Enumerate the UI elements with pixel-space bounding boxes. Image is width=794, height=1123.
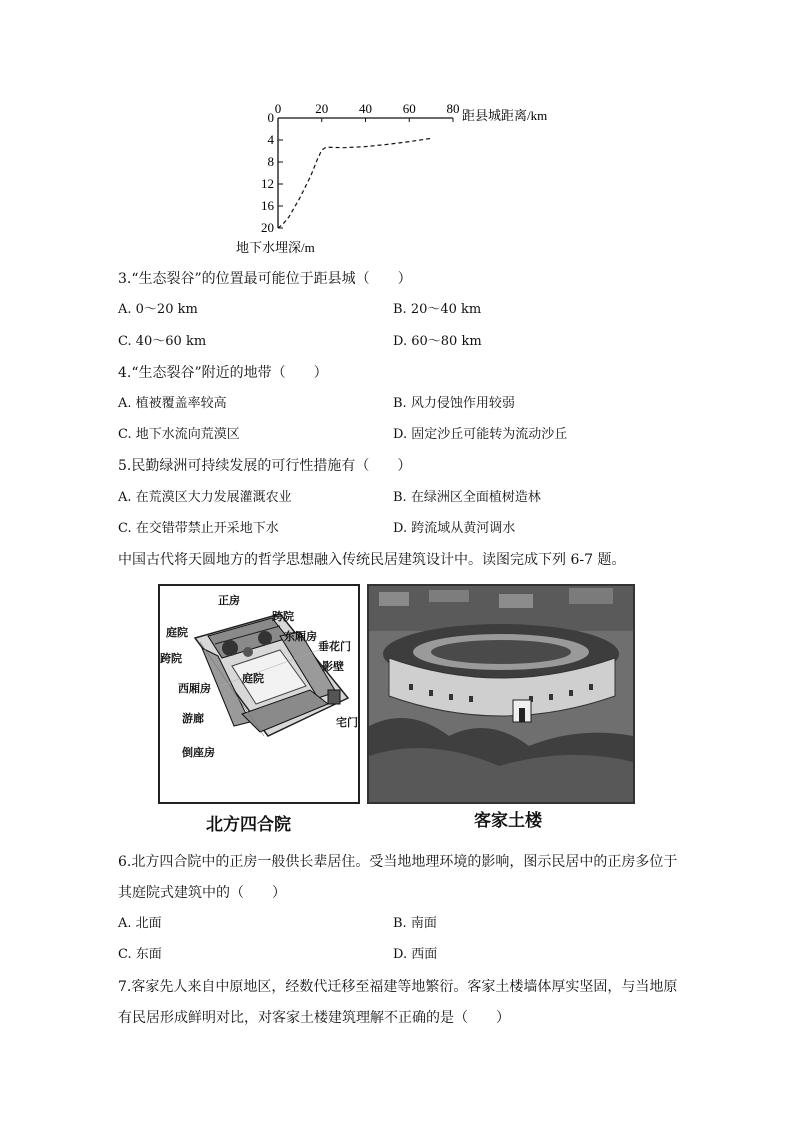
label-kuayuan-2: 跨院 [160, 652, 182, 665]
x-tick-label: 0 [274, 101, 282, 116]
y-tick-label: 8 [267, 154, 274, 169]
question-3-option-a: A. 0～20 km [118, 302, 198, 317]
y-tick-label: 12 [261, 176, 274, 191]
question-5-stem: 5.民勤绿洲可持续发展的可行性措施有（ ） [118, 458, 412, 474]
tulou-caption: 客家土楼 [474, 811, 542, 831]
label-zhaimen: 宅门 [336, 716, 358, 729]
question-4-option-d: D. 固定沙丘可能转为流动沙丘 [393, 427, 568, 442]
question-6-option-a: A. 北面 [118, 916, 162, 931]
question-5-option-c: C. 在交错带禁止开采地下水 [118, 521, 279, 536]
x-tick-label: 40 [359, 101, 372, 116]
question-5-option-a: A. 在荒漠区大力发展灌溉农业 [118, 490, 292, 505]
x-axis-title: 距县城距离/km [462, 108, 548, 123]
label-yingbi: 影壁 [322, 660, 344, 673]
y-tick-label: 20 [261, 220, 274, 235]
question-7-stem-line1: 7.客家先人来自中原地区，经数代迁移至福建等地繁衍。客家土楼墙体厚实坚固，与当地原 [118, 979, 678, 995]
question-3-option-b: B. 20～40 km [393, 302, 482, 317]
section-intro: 中国古代将天圆地方的哲学思想融入传统民居建筑设计中。读图完成下列 6-7 题。 [118, 552, 626, 568]
question-6-stem-line2: 其庭院式建筑中的（ ） [118, 885, 286, 901]
label-xixiangfang: 西厢房 [178, 682, 211, 695]
label-chuihuamen: 垂花门 [318, 640, 351, 653]
tulou-photo [369, 586, 633, 802]
question-6-option-d: D. 西面 [393, 947, 438, 962]
x-tick-label: 20 [315, 101, 329, 116]
question-4-stem: 4.“生态裂谷”附近的地带（ ） [118, 365, 328, 381]
x-tick-label: 80 [446, 101, 460, 116]
x-tick-label: 60 [402, 101, 416, 116]
question-6-option-b: B. 南面 [393, 916, 437, 931]
groundwater-depth-line [278, 138, 431, 228]
question-4-option-b: B. 风力侵蚀作用较弱 [393, 396, 515, 411]
label-tingyuan-1: 庭院 [166, 626, 188, 639]
label-dongxiangfang: 东厢房 [284, 630, 317, 643]
question-6-option-c: C. 东面 [118, 947, 162, 962]
label-tingyuan-2: 庭院 [242, 672, 264, 685]
y-tick-label: 0 [267, 110, 274, 125]
question-5-option-b: B. 在绿洲区全面植树造林 [393, 490, 541, 505]
label-zhengfang: 正房 [218, 594, 240, 607]
question-7-stem-line2: 有民居形成鲜明对比，对客家土楼建筑理解不正确的是（ ） [118, 1010, 510, 1026]
siheyuan-caption: 北方四合院 [206, 815, 291, 835]
question-5-option-d: D. 跨流域从黄河调水 [393, 521, 516, 536]
label-daozuofang: 倒座房 [182, 746, 215, 759]
tulou-figure [367, 584, 635, 804]
groundwater-depth-chart [228, 96, 573, 258]
question-3-option-d: D. 60～80 km [393, 334, 482, 349]
question-4-option-a: A. 植被覆盖率较高 [118, 396, 227, 411]
label-kuayuan-1: 跨院 [272, 610, 294, 623]
y-tick-label: 4 [267, 132, 274, 147]
question-3-option-c: C. 40～60 km [118, 334, 207, 349]
siheyuan-figure [158, 584, 360, 804]
question-6-stem-line1: 6.北方四合院中的正房一般供长辈居住。受当地地理环境的影响，图示民居中的正房多位于 [118, 854, 678, 870]
question-4-option-c: C. 地下水流向荒漠区 [118, 427, 240, 442]
label-youlang: 游廊 [182, 712, 204, 725]
y-axis-title: 地下水埋深/m [236, 240, 315, 255]
y-tick-label: 16 [261, 198, 274, 213]
question-3-stem: 3.“生态裂谷”的位置最可能位于距县城（ ） [118, 271, 412, 287]
